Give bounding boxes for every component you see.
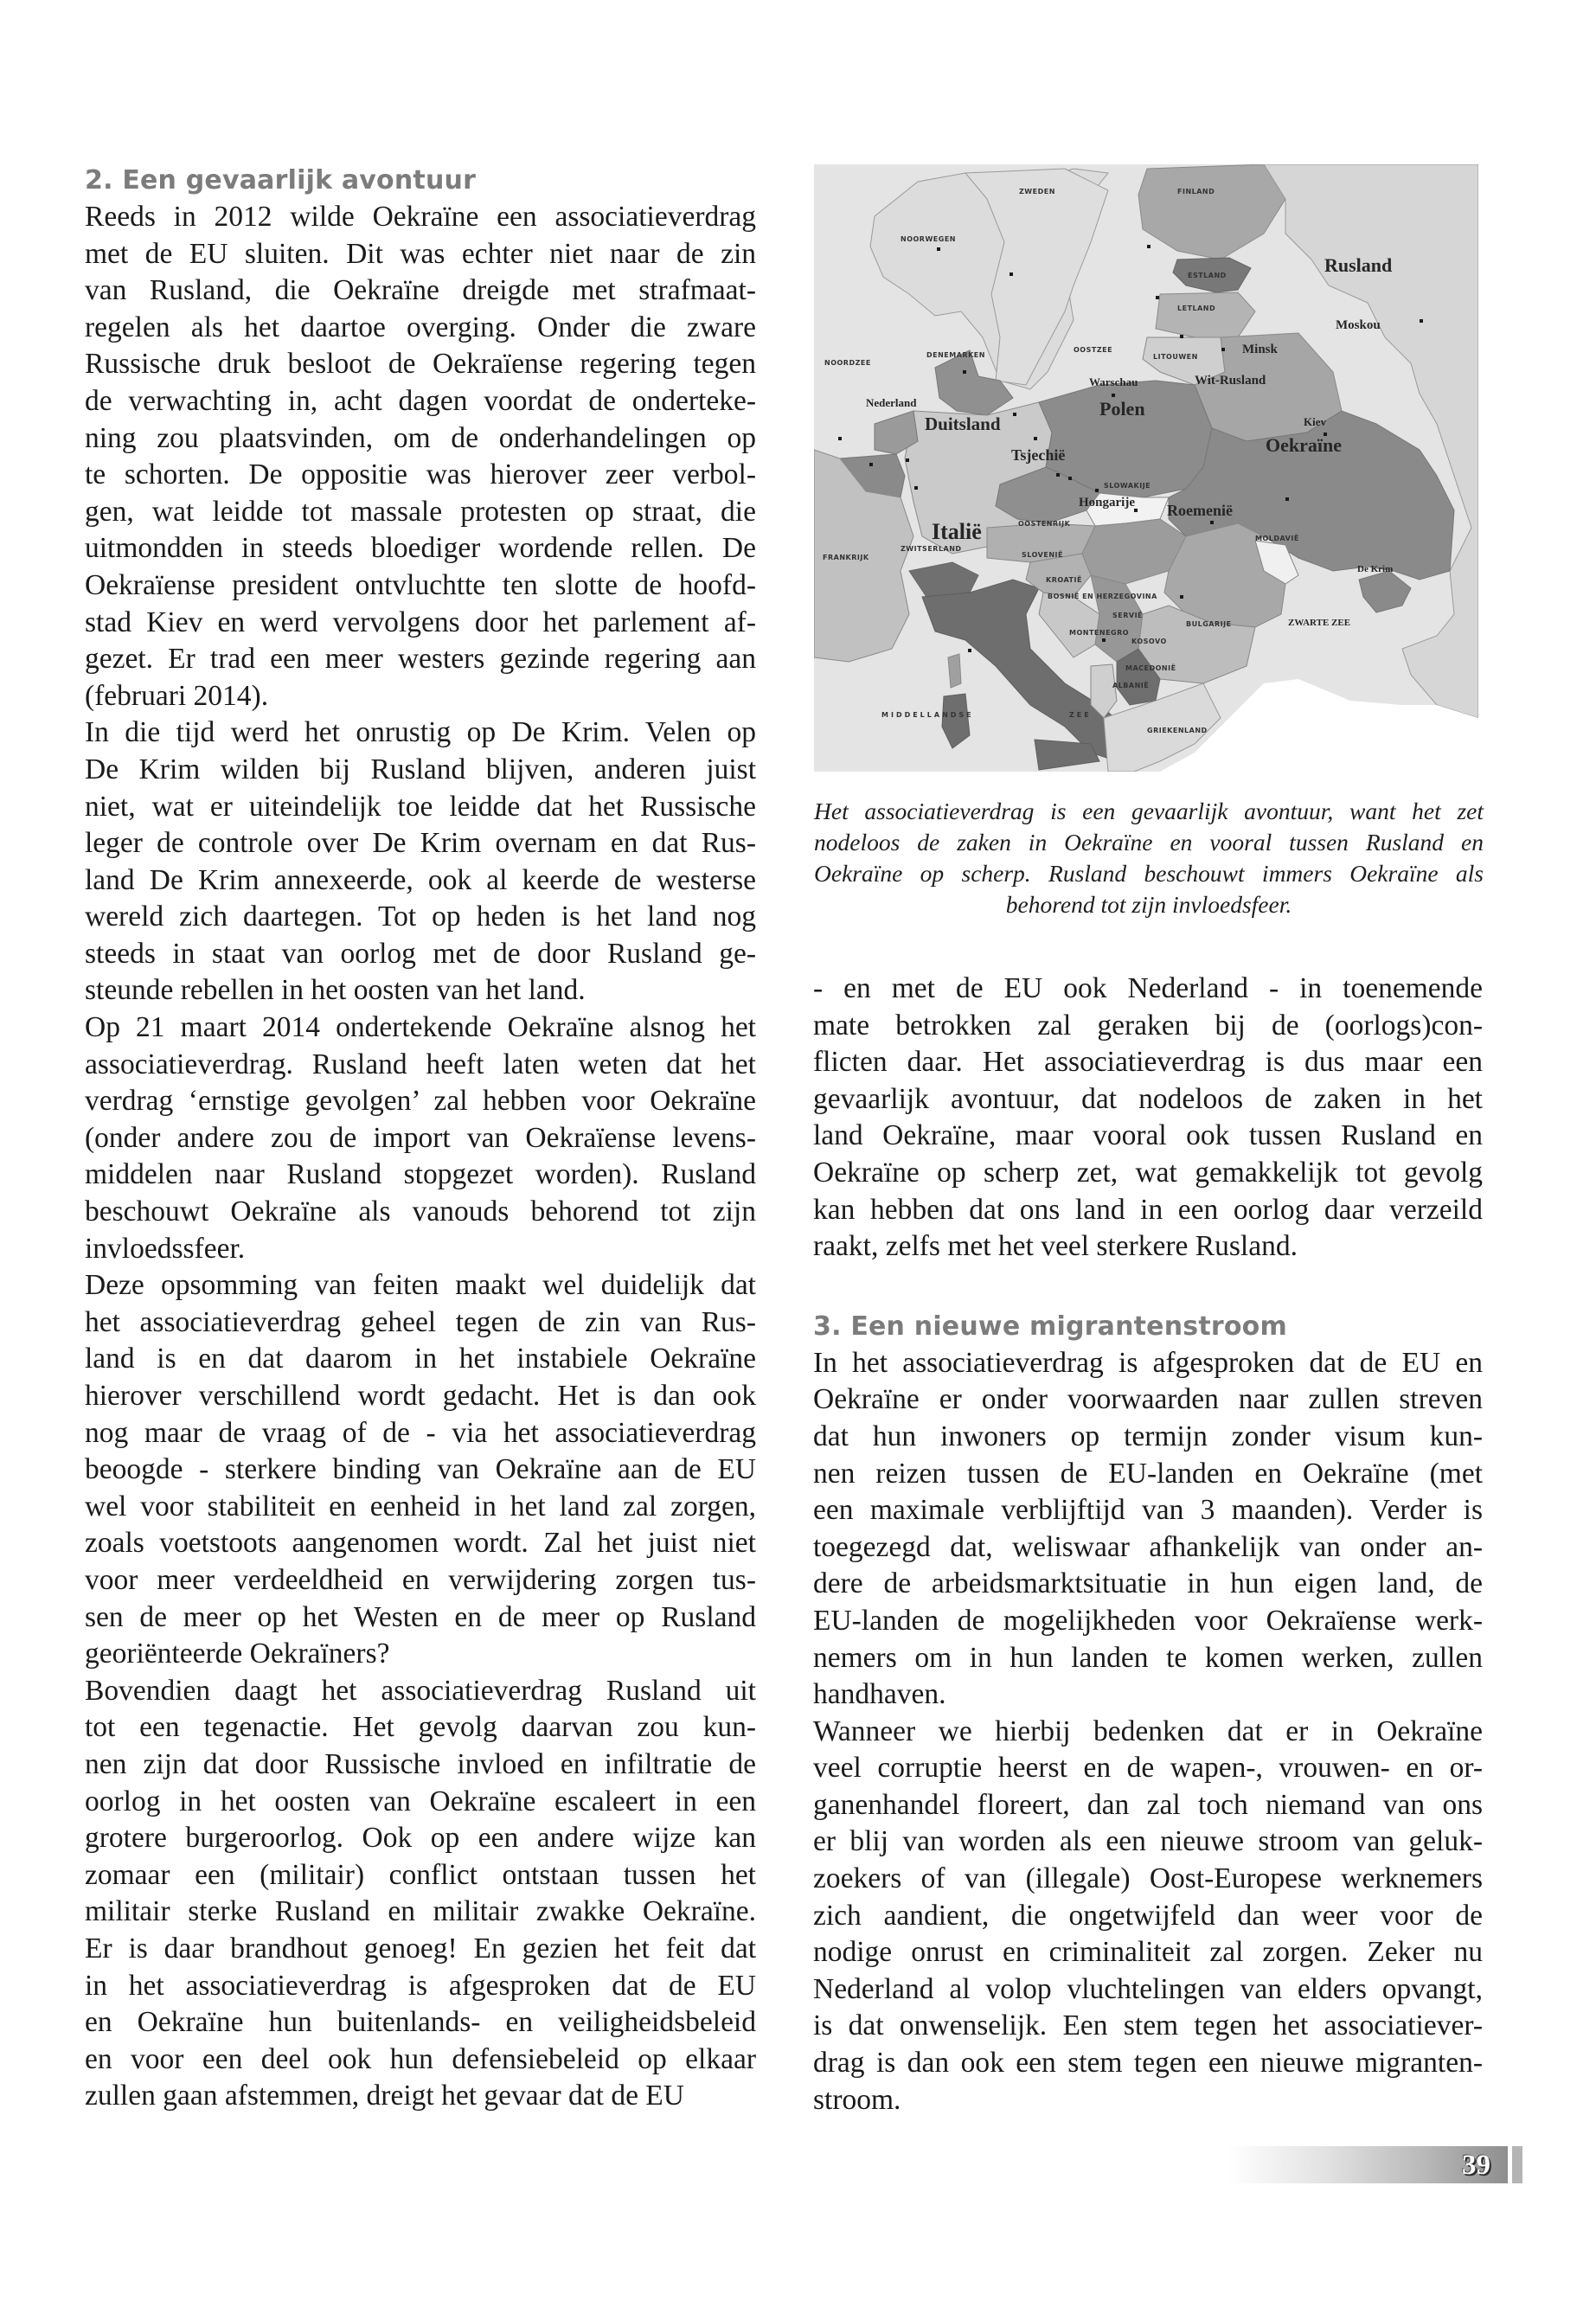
map-label-roemenie: Roemenië xyxy=(1167,502,1233,519)
map-label-de-krim: De Krim xyxy=(1357,564,1394,574)
text-line: en voor een deel ook hun defensiebeleid op elkaar xyxy=(85,2042,756,2075)
text-line: zomaar een (militair) conflict ontstaan tussen het xyxy=(85,1858,756,1891)
text-line: nen reizen tussen de EU-landen en Oekraïne (met xyxy=(813,1457,1483,1490)
text-line: Oekraïne er onder voorwaarden naar zullen streven xyxy=(813,1383,1483,1416)
map-label-zwitserland: ZWITSERLAND xyxy=(901,545,962,553)
map-label-italie: Italië xyxy=(932,519,982,544)
text-line: middelen naar Rusland stopgezet worden). Rusland xyxy=(85,1158,756,1191)
text-line: te schorten. De oppositie was hierover zeer verbol- xyxy=(85,458,756,491)
text-line: van Rusland, die Oekraïne dreigde met strafmaat- xyxy=(85,274,756,307)
text-line: nodeloos de zaken in Oekraïne en vooral tussen Rusland en xyxy=(814,829,1484,856)
map-label-kroatie: KROATIË xyxy=(1046,576,1082,584)
map-label-hongarije: Hongarije xyxy=(1079,496,1135,510)
text-line: de verwachting in, acht dagen voordat de onderteke- xyxy=(85,384,756,417)
text-line: gevaarlijk avontuur, dat nodeloos de zaken in het xyxy=(813,1082,1483,1115)
text-line: drag is dan ook een stem tegen een nieuwe migranten- xyxy=(813,2047,1483,2080)
page-footer-bar xyxy=(1228,2146,1508,2183)
text-line: Deze opsomming van feiten maakt wel duidelijk dat xyxy=(85,1269,756,1302)
text-line: veel corruptie heerst en de wapen-, vrouwen- en or- xyxy=(813,1752,1483,1785)
text-line: Oekraïne op scherp. Rusland beschouwt immers Oekraïne als xyxy=(814,860,1484,887)
page-number: 39 xyxy=(1462,2150,1490,2181)
text-line: stroom. xyxy=(813,2083,901,2116)
map-label-servie: SERVIË xyxy=(1112,612,1144,619)
text-line: is dat onwenselijk. Een stem tegen het associatiever- xyxy=(813,2009,1483,2042)
text-line: (onder andere zou de import van Oekraïense levens- xyxy=(85,1121,756,1154)
text-line: ganenhandel floreert, dan zal toch niemand van ons xyxy=(813,1788,1483,1821)
text-line: verdrag ‘ernstige gevolgen’ zal hebben voor Oekraïne xyxy=(85,1085,756,1118)
text-line: georiënteerde Oekraïners? xyxy=(85,1638,390,1670)
text-line: in het associatieverdrag is afgesproken dat de EU xyxy=(85,1969,756,2002)
text-line: nen zijn dat door Russische invloed en infiltratie de xyxy=(85,1747,756,1780)
text-line: Nederland al volop vluchtelingen van elders opvangt, xyxy=(813,1972,1483,2005)
text-line: regelen als het daartoe overging. Onder die zware xyxy=(85,311,756,343)
text-line: zoals voetstoots aangenomen wordt. Zal het juist niet xyxy=(85,1527,756,1560)
text-line: Oekraïne op scherp zet, wat gemakkelijk tot gevolg xyxy=(813,1156,1483,1189)
text-line: hierover verschillend wordt gedacht. Het is dan ook xyxy=(85,1380,756,1412)
text-line: nodige onrust en criminaliteit zal zorgen. Zeker nu xyxy=(813,1936,1483,1969)
text-line: raakt, zelfs met het veel sterkere Rusland. xyxy=(813,1230,1298,1263)
text-line: wereld zich daartegen. Tot op heden is het land nog xyxy=(85,901,756,933)
map-label-oekraine: Oekraïne xyxy=(1266,434,1342,456)
text-line: toegezegd dat, weliswaar afhankelijk van onder an- xyxy=(813,1530,1483,1563)
map-label-kiev: Kiev xyxy=(1304,415,1326,428)
text-line: ning zou plaatsvinden, om de onderhandelingen op xyxy=(85,421,756,454)
map-label-moldavie: MOLDAVIË xyxy=(1255,535,1299,542)
section-gap xyxy=(813,1266,1483,1309)
map-label-middellandse: MIDDELLANDSE xyxy=(881,711,974,719)
map-label-oostenrijk: OOSTENRIJK xyxy=(1018,520,1071,528)
map-label-denemarken: DENEMARKEN xyxy=(926,351,985,359)
section-heading-gevaarlijk-avontuur: 2. Een gevaarlijk avontuur xyxy=(85,165,477,195)
text-line: niet, wat er uiteindelijk toe leidde dat het Russische xyxy=(85,790,756,823)
map-label-noordzee: NOORDZEE xyxy=(824,359,871,367)
figure-caption xyxy=(814,796,1484,920)
text-line: dat hun inwoners op termijn zonder visum kun- xyxy=(813,1420,1483,1452)
map-label-rusland: Rusland xyxy=(1324,254,1393,276)
text-line: Het associatieverdrag is een gevaarlijk avontuur, want het zet xyxy=(814,798,1484,824)
figure xyxy=(814,164,1484,920)
map-label-bosnie: BOSNIË EN HERZEGOVINA xyxy=(1048,593,1157,600)
text-line: land Oekraïne, maar vooral ook tussen Rusland en xyxy=(813,1119,1483,1152)
map-label-moskou: Moskou xyxy=(1336,318,1381,332)
text-line: EU-landen de mogelijkheden voor Oekraïense werk- xyxy=(813,1604,1483,1637)
text-line: en Oekraïne hun buitenlands- en veiligheidsbeleid xyxy=(85,2006,756,2039)
text-line: het associatieverdrag geheel tegen de zin van Rus- xyxy=(85,1305,756,1338)
text-line: invloedssfeer. xyxy=(85,1232,246,1265)
text-line: De Krim wilden bij Rusland blijven, anderen juist xyxy=(85,753,756,785)
text-line: Russische druk besloot de Oekraïense regering tegen xyxy=(85,348,756,381)
text-line: militair sterke Rusland en militair zwakke Oekraïne. xyxy=(85,1895,756,1928)
text-line: grotere burgeroorlog. Ook op een andere wijze kan xyxy=(85,1822,756,1855)
map-label-griekenland: GRIEKENLAND xyxy=(1147,727,1208,734)
text-line: leger de controle over De Krim overnam en dat Rus- xyxy=(85,827,756,860)
map-label-tsjechie: Tsjechië xyxy=(1011,446,1066,464)
text-line: beschouwt Oekraïne als vanouds behorend tot zijn xyxy=(85,1195,756,1228)
text-line: zullen gaan afstemmen, dreigt het gevaar dat de EU xyxy=(85,2080,684,2112)
map-label-finland: FINLAND xyxy=(1177,188,1215,195)
text-line: land is en dat daarom in het instabiele Oekraïne xyxy=(85,1343,756,1375)
text-line: behorend tot zijn invloedsfeer. xyxy=(1005,891,1292,918)
text-line: Reeds in 2012 wilde Oekraïne een associatieverdrag xyxy=(85,201,756,233)
text-line: steunde rebellen in het oosten van het land. xyxy=(85,974,586,1007)
section-body-continuation xyxy=(813,971,1483,1266)
text-line: steeds in staat van oorlog met de door Rusland ge- xyxy=(85,937,756,970)
text-line: flicten daar. Het associatieverdrag is dus maar een xyxy=(813,1046,1483,1079)
text-line: handhaven. xyxy=(813,1678,946,1711)
text-line: Wanneer we hierbij bedenken dat er in Oekraïne xyxy=(813,1715,1483,1747)
text-line: kan hebben dat ons land in een oorlog daar verzeild xyxy=(813,1193,1483,1226)
map-label-oostzee: OOSTZEE xyxy=(1074,346,1113,354)
text-line: oorlog in het oosten van Oekraïne escaleert in een xyxy=(85,1785,756,1817)
map-label-bulgarije: BULGARIJE xyxy=(1186,620,1232,628)
map-label-zwarte-zee: ZWARTE ZEE xyxy=(1288,618,1351,628)
section-body-left xyxy=(85,199,756,2115)
map-label-duitsland: Duitsland xyxy=(925,413,1001,434)
section-heading-migrantenstroom: 3. Een nieuwe migrantenstroom xyxy=(813,1311,1287,1342)
text-line: In het associatieverdrag is afgesproken dat de EU en xyxy=(813,1346,1483,1379)
text-line: zich aandient, die ongetwijfeld dan weer voor de xyxy=(813,1899,1483,1932)
text-line: sen de meer op het Westen en de meer op Rusland xyxy=(85,1600,756,1633)
text-line: In die tijd werd het onrustig op De Krim. Velen op xyxy=(85,716,756,749)
map-label-wit-rusland: Wit-Rusland xyxy=(1195,374,1266,388)
text-line: zoekers of van (illegale) Oost-Europese werknemers xyxy=(813,1862,1483,1895)
page-footer-tab xyxy=(1512,2146,1522,2183)
text-line: Oekraïense president ontvluchtte ten slotte de hoofd- xyxy=(85,568,756,601)
map-label-zee: ZEE xyxy=(1069,711,1092,719)
right-column xyxy=(813,971,1483,2118)
europe-map xyxy=(814,164,1478,772)
map-label-nederland: Nederland xyxy=(866,396,917,409)
text-line: er blij van worden als een nieuwe stroom van geluk- xyxy=(813,1825,1483,1858)
text-line: gezet. Er trad een meer westers gezinde regering aan xyxy=(85,643,756,676)
text-line: wel voor stabiliteit en eenheid in het land zal zorgen, xyxy=(85,1490,756,1522)
map-label-warschau: Warschau xyxy=(1089,375,1138,388)
map-label-letland: LETLAND xyxy=(1177,304,1216,312)
text-line: Bovendien daagt het associatieverdrag Rusland uit xyxy=(85,1674,756,1707)
map-label-litouwen: LITOUWEN xyxy=(1153,353,1198,361)
map-label-montenegro: MONTENEGRO xyxy=(1069,629,1130,637)
text-line: (februari 2014). xyxy=(85,679,269,712)
map-label-zweden: ZWEDEN xyxy=(1019,188,1055,195)
map-label-kosovo: KOSOVO xyxy=(1131,638,1167,645)
text-line: Op 21 maart 2014 ondertekende Oekraïne alsnog het xyxy=(85,1011,756,1044)
text-line: associatieverdrag. Rusland heeft laten weten dat het xyxy=(85,1048,756,1080)
map-label-frankrijk: FRANKRIJK xyxy=(823,554,869,561)
text-line: een maximale verblijftijd van 3 maanden). Verder is xyxy=(813,1494,1483,1527)
text-line: land De Krim annexeerde, ook al keerde de westerse xyxy=(85,863,756,896)
text-line: - en met de EU ook Nederland - in toenemende xyxy=(813,972,1483,1004)
text-line: stad Kiev en werd vervolgens door het parlement af- xyxy=(85,606,756,638)
map-label-slovenie: SLOVENIË xyxy=(1022,551,1063,559)
text-line: dere de arbeidsmarktsituatie in hun eigen land, de xyxy=(813,1567,1483,1600)
text-line: nemers om in hun landen te komen werken, zullen xyxy=(813,1641,1483,1674)
map-label-minsk: Minsk xyxy=(1242,343,1278,356)
text-line: met de EU sluiten. Dit was echter niet naar de zin xyxy=(85,237,756,270)
section-body-migrantenstroom xyxy=(813,1345,1483,2118)
left-column xyxy=(85,163,756,2115)
map-label-macedonie: MACEDONIË xyxy=(1125,664,1176,672)
map-label-noorwegen: NOORWEGEN xyxy=(901,235,956,243)
map-label-estland: ESTLAND xyxy=(1188,272,1227,279)
map-label-slowakije: SLOWAKIJE xyxy=(1104,482,1151,490)
map-label-albanie: ALBANIË xyxy=(1112,682,1150,689)
map-label-polen: Polen xyxy=(1099,398,1145,420)
text-line: beoogde - sterkere binding van Oekraïne aan de EU xyxy=(85,1453,756,1486)
text-line: gen, wat leidde tot massale protesten op straat, die xyxy=(85,495,756,528)
text-line: mate betrokken zal geraken bij de (oorlogs)con- xyxy=(813,1009,1483,1042)
text-line: uitmondden in steeds bloediger wordende rellen. De xyxy=(85,532,756,565)
text-line: nog maar de vraag of de - via het associatieverdrag xyxy=(85,1416,756,1449)
text-line: Er is daar brandhout genoeg! En gezien het feit dat xyxy=(85,1932,756,1965)
text-line: voor meer verdeeldheid en verwijdering zorgen tus- xyxy=(85,1563,756,1596)
text-line: tot een tegenactie. Het gevolg daarvan zou kun- xyxy=(85,1711,756,1744)
